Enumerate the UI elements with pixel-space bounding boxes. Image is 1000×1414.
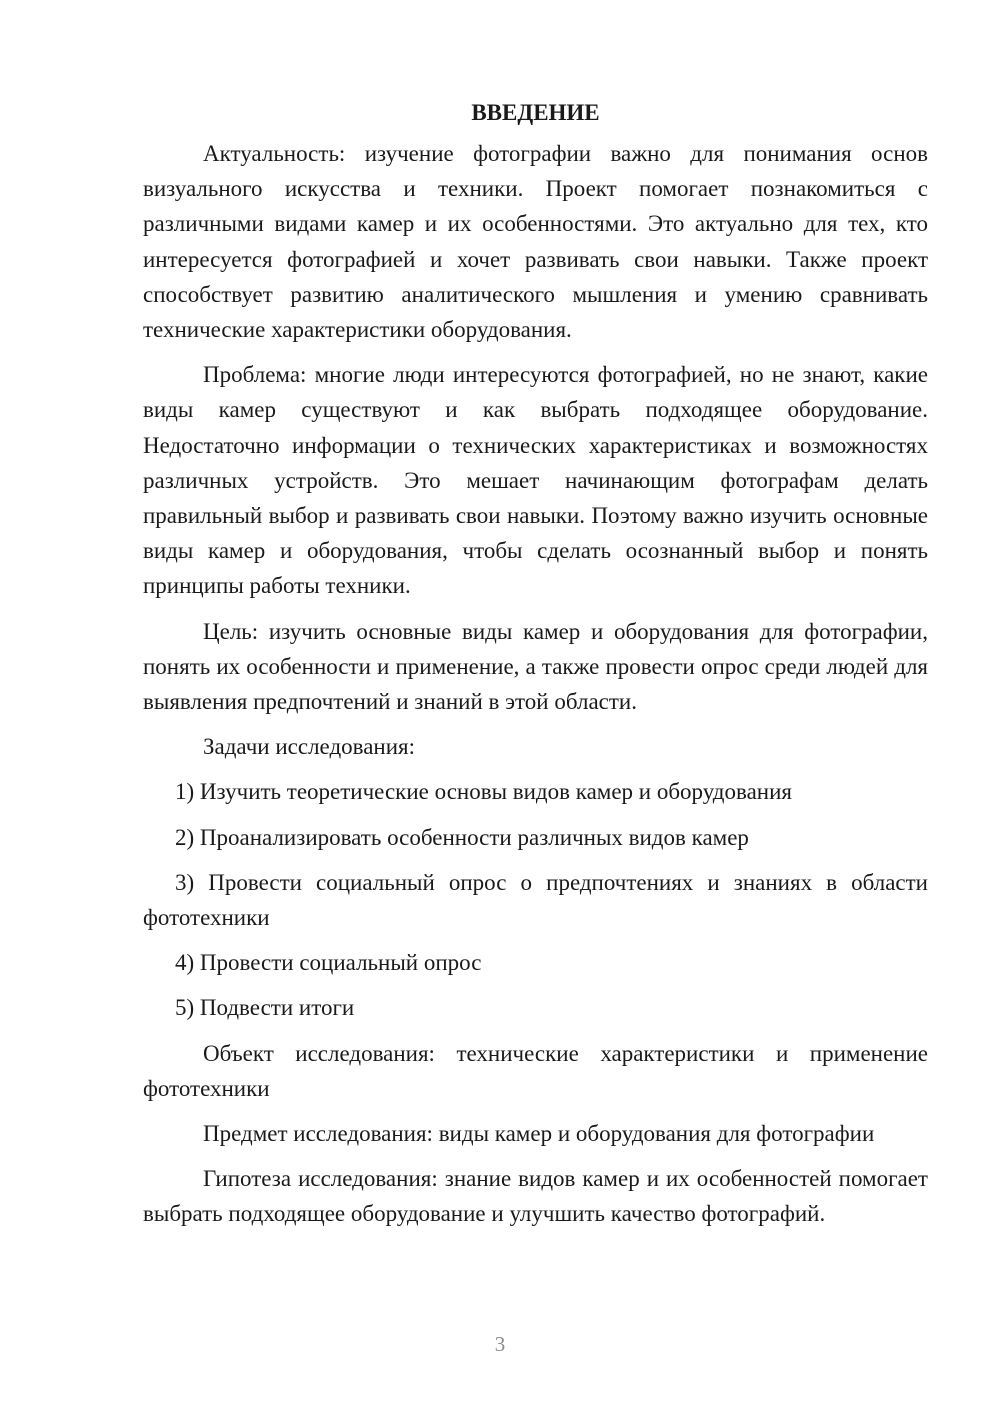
paragraph-problem: Проблема: многие люди интересуются фотографией, но не знают, какие виды камер существуют и как выбрать подходящее оборудование. Недостаточно информации о технических характеристиках и возможностях различных устройств. Это мешает начинающим фотографам делать правильный выбор и развивать свои навыки. Поэтому важно изучить основные виды камер и оборудования, чтобы сделать осознанный выбор и понять принципы работы техники. xyxy=(143,362,928,599)
paragraph-subject: Предмет исследования: виды камер и оборудования для фотографии xyxy=(203,1121,875,1147)
task-item-1: 1) Изучить теоретические основы видов камер и оборудования xyxy=(175,779,792,805)
page-number: 3 xyxy=(494,1332,506,1356)
task-item-3: 3) Провести социальный опрос о предпочтениях и знаниях в области фототехники xyxy=(143,869,928,931)
paragraph-object: Объект исследования: технические характеристики и применение фототехники xyxy=(143,1040,928,1101)
paragraph-relevance: Актуальность: изучение фотографии важно для понимания основ визуального искусства и техники. Проект помогает познакомиться с различными видами камер и их особенностями. Это актуально для тех, кто интересуется фотографией и хочет развивать свои навыки. Также проект способствует развитию аналитического мышления и умению сравнивать технические характеристики оборудования. xyxy=(143,141,928,343)
task-item-4: 4) Провести социальный опрос xyxy=(175,950,482,976)
page-title: ВВЕДЕНИЕ xyxy=(471,100,600,125)
paragraph-goal: Цель: изучить основные виды камер и оборудования для фотографии, понять их особенности и применение, а также провести опрос среди людей для выявления предпочтений и знаний в этой области. xyxy=(143,618,928,715)
paragraph-hypothesis: Гипотеза исследования: знание видов камер и их особенностей помогает выбрать подходящее оборудование и улучшить качество фотографий. xyxy=(143,1166,928,1227)
document-page xyxy=(143,95,928,1242)
tasks-heading: Задачи исследования: xyxy=(203,734,416,760)
task-item-2: 2) Проанализировать особенности различных видов камер xyxy=(175,824,749,850)
task-item-5: 5) Подвести итоги xyxy=(175,995,355,1021)
